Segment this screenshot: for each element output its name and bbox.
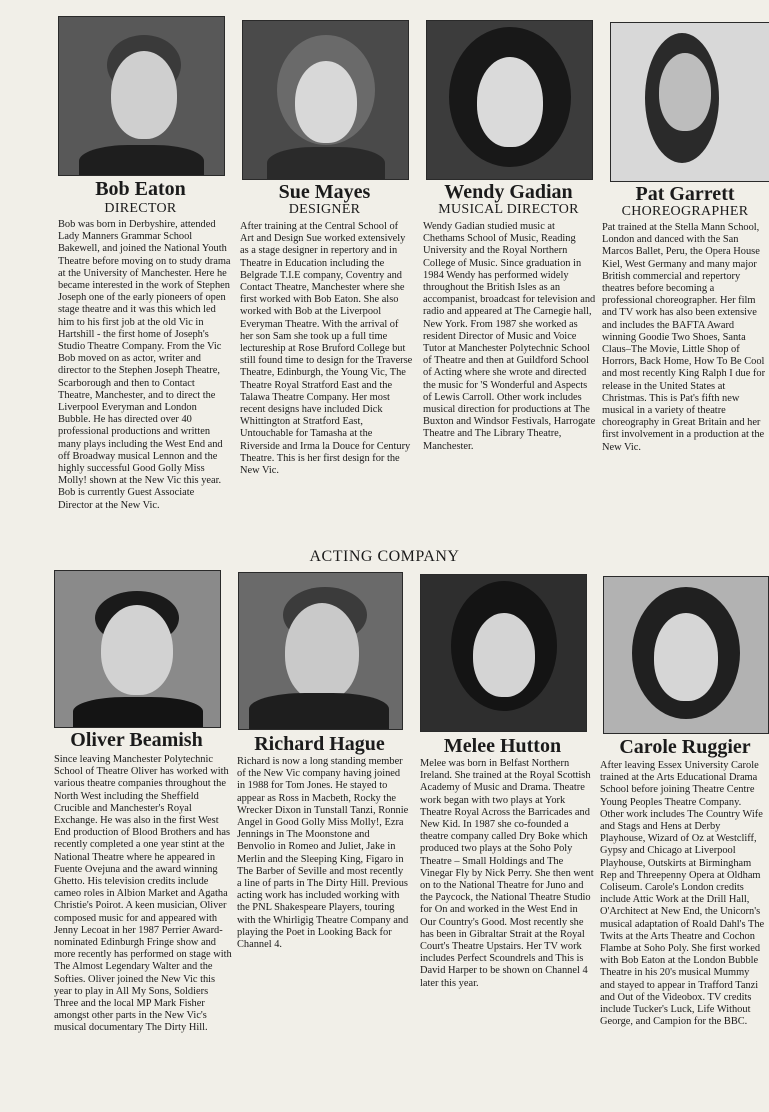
portrait-photo <box>426 20 593 180</box>
portrait-photo <box>610 22 769 182</box>
person-bio: Since leaving Manchester Polytechnic School of Theatre Oliver has worked with various theatre companies throughout the North West including the Sheffield Crucible and Manchester's Royal Exchange. He was also in the first West End production of Blood Brothers and has recently completed a one year stint at the National Theatre where he appeared in Fuente Ovejuna and the award winning Ghetto. His television credits include cameo roles in Albion Market and Agatha Christie's Poirot. A keen musician, Oliver composed music for and appeared with Jenny Lecoat in her 1987 Perrier Award-nominated Edinburgh Fringe show and more recently has performed on stage with The Almost Legendary Walter and the Softies. Oliver joined the New Vic this year to play in All My Sons, Soldiers Three and the local MP Mark Fisher amongst other parts in the New Vic's musical documentary The Dirty Hill. <box>54 754 232 1034</box>
person-bio: Pat trained at the Stella Mann School, London and danced with the San Marcos Ballet, Peru, the Opera House Kiel, West Germany and many major British commercial and repertory theatres before becoming a professional choreographer. Her film and TV work has also been extensive and includes the BAFTA Award winning Goodie Two Shoes, Santa Claus–The Movie, Little Shop of Horrors, Back Home, How To Be Cool and most recently King Ralph I due for release in the United States at Christmas. This is Pat's fifth new musical in a variety of theatre choreography in Great Britain and her first involvement in a production at the New Vic. <box>602 222 766 453</box>
person-role: DIRECTOR <box>104 201 177 216</box>
person-bio: Bob was born in Derbyshire, attended Lady Manners Grammar School Bakewell, and joined the National Youth Theatre before moving on to study drama at the University of Manchester. Here he became interested in the work of Stephen Joseph one of the early pioneers of open stage theatre and it was this which led him to his first job at the old Vic in Hartshill - the first home of Joseph's Studio Theatre Company. From the Vic Bob moved on as actor, writer and director to the Stephen Joseph Theatre, Scarborough and then to Contact Theatre, Manchester, and to direct the Liverpool Everyman and London Bubble. He has directed over 40 professional productions and written many plays including the West End and off Broadway musical Lennon and the highly successful Good Golly Miss Molly! shown at the New Vic this year. Bob is currently Guest Associate Director at the New Vic. <box>58 219 231 511</box>
person-bio: Richard is now a long standing member of the New Vic company having joined in 1988 for Tom Jones. He stayed to appear as Ross in Macbeth, Rocky the Wrecker Dixon in Tunstall Tanzi, Ronnie Angel in Good Golly Miss Molly!, Ezra Jennings in The Moonstone and Benvolio in Romeo and Juliet, Jake in Merlin and the Sleeping King, Figaro in The Barber of Seville and most recently a line of parts in The Dirty Hill. Previous acting work has included working with the PNL Shakespeare Players, touring with the Whirligig Theatre Company and playing the Poet in Looking Back for Channel 4. <box>237 756 409 951</box>
portrait-photo <box>58 16 225 176</box>
person-name: Bob Eaton <box>95 178 186 200</box>
person-name: Oliver Beamish <box>70 729 203 751</box>
person-role: MUSICAL DIRECTOR <box>438 202 579 217</box>
person-name: Pat Garrett <box>635 183 735 205</box>
person-name: Sue Mayes <box>278 181 371 203</box>
portrait-photo <box>242 20 409 180</box>
person-bio: After training at the Central School of Art and Design Sue worked extensively as a stage designer in repertory and in Theatre in Education including the Belgrade T.I.E company, Coventry and Contact Theatre, Manchester where she first worked with Bob Eaton. She also worked with Bob at the Liverpool Everyman Theatre. With the arrival of her son Sam she took up a full time lectureship at Rose Bruford College but still found time to design for the Traverse Theatre, Edinburgh, the Young Vic, The Theatre Royal Stratford East and the Talawa Theatre Company. Her most recent designs have included Dick Whittington at Stratford East, Untouchable for Tamasha at the Riverside and Irma la Douce for Century Theatre. This is her first design for the New Vic. <box>240 221 413 477</box>
person-role: CHOREOGRAPHER <box>621 204 749 219</box>
portrait-photo <box>420 574 587 732</box>
person-name: Wendy Gadian <box>444 181 573 203</box>
portrait-photo <box>238 572 403 730</box>
portrait-photo <box>54 570 221 728</box>
person-bio: Wendy Gadian studied music at Chethams School of Music, Reading University and the Royal Northern College of Music. Since graduation in 1984 Wendy has performed widely throughout the British Isles as an accompanist, broadcast for television and radio and appeared at The Carnegie hall, New York. From 1987 she worked as resident Director of Music and Voice Tutor at Manchester Polytechnic School of Theatre and then at Guildford School of Acting where she wrote and directed the music for 'S Wonderful and Aspects of Lewis Carroll. Other work includes musical direction for productions at The Buxton and Windsor Festivals, Harrogate Theatre and The Library Theatre, Manchester. <box>423 221 596 452</box>
person-name: Richard Hague <box>254 733 385 755</box>
person-name: Carole Ruggier <box>619 736 751 758</box>
portrait-photo <box>603 576 769 734</box>
person-name: Melee Hutton <box>443 735 562 757</box>
person-role: DESIGNER <box>288 202 361 217</box>
section-heading-acting-company: ACTING COMPANY <box>309 548 460 565</box>
person-bio: After leaving Essex University Carole trained at the Arts Educational Drama School before joining Theatre Centre Young Peoples Theatre Company. Other work includes The Country Wife and Stags and Hens at Derby Playhouse, Wizard of Oz at Westcliff, Gypsy and Chicago at Liverpool Playhouse, Outskirts at Birmingham Rep and Threepenny Opera at Oldham Coliseum. Carole's London credits include Attic Work at the Drill Hall, O'Architect at New End, the Unicorn's musical adaptation of Roald Dahl's The Twits at the Arts Theatre and Cochon Flambe at Soho Poly. She first worked with Bob Eaton at the London Bubble Theatre in his 20's musical Mummy and stayed to appear in Trafford Tanzi and Out of the Videobox. TV credits include Tucker's Luck, Life Without George, and Campion for the BBC. <box>600 760 765 1028</box>
person-bio: Melee was born in Belfast Northern Ireland. She trained at the Royal Scottish Academy of Music and Drama. Theatre work began with two plays at York Theatre Royal Across the Barricades and New Kid. In 1987 she co-founded a theatre company called Dry Boke which produced two plays at the Soho Poly Theatre – Small Holdings and The Vinegar Fly by Nick Perry. She then went on to the National Theatre for Juno and the Paycock, the National Theatre Studio for On and worked in the West End in Our Country's Good. Most recently she has been in Gibraltar Strait at the Royal Court's Theatre Upstairs. Her TV work includes Perfect Scoundrels and This is David Harper to be shown on Channel 4 later this year. <box>420 758 594 989</box>
